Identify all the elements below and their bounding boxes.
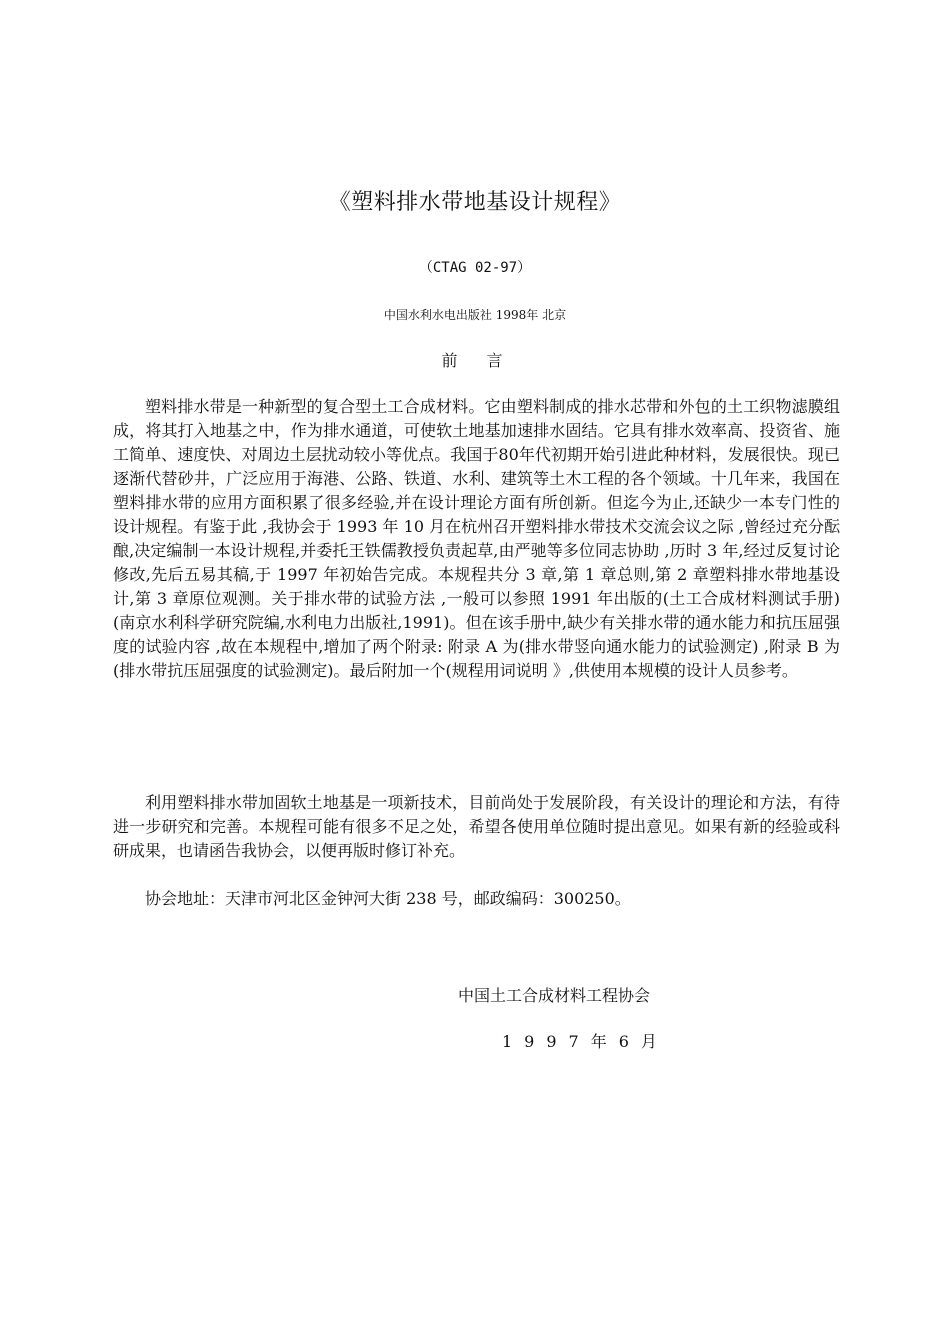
preface-paragraph-1 — [113, 395, 840, 683]
document-title: 《塑料排水带地基设计规程》 — [328, 190, 622, 215]
paragraph-text: 协会地址：天津市河北区金钟河大街 238 号，邮政编码：300250。 — [145, 889, 631, 908]
preface-paragraph-2 — [113, 791, 840, 863]
signature-date: 1997年6月 — [502, 1032, 669, 1051]
association-address — [113, 887, 840, 911]
publisher-line: 中国水利水电出版社 1998年 北京 — [383, 308, 567, 322]
paragraph-text: 塑料排水带是一种新型的复合型土工合成材料。它由塑料制成的排水芯带和外包的土工织物滤膜组成，将其打入地基之中，作为排水通道，可使软土地基加速排水固结。它具有排水效率高、投资省、施工简单、速度快、对周边土层扰动较小等优点。我国于80年代初期开始引进此种材料，发展很快。现已逐渐代替砂井，广泛应用于海港、公路、铁道、水利、建筑等土木工程的各个领域。十几年来，我国在塑料排水带的应用方面积累了很多经验,并在设计理论方面有所创新。但迄今为止,还缺少一本专门性的设计规程。有鉴于此 ,我协会于 1993 年 10 月在杭州召开塑料排水带技术交流会议之际 ,曾经过充分酝酿,决定编制一本设计规程,并委托王铁儒教授负责起草,由严驰等多位同志协助 ,历时 3 年,经过反复讨论修改,先后五易其稿,于 1997 年初始告完成。本规程共分 3 章,第 1 章总则,第 2 章塑料排水带地基设计,第 3 章原位观测。关于排水带的试验方法 ,一般可以参照 1991 年出版的(土工合成材料测试手册)(南京水利科学研究院编,水利电力出版社,1991)。但在该手册中,缺少有关排水带的通水能力和抗压屈强度的试验内容 ,故在本规程中,增加了两个附录: 附录 A 为(排水带竖向通水能力的试验测定) ,附录 B 为(排水带抗压屈强度的试验测定)。最后附加一个(规程用词说明 》,供使用本规模的设计人员参考。 — [113, 397, 840, 680]
paragraph-text: 利用塑料排水带加固软土地基是一项新技术，目前尚处于发展阶段，有关设计的理论和方法，有待进一步研究和完善。本规程可能有很多不足之处，希望各使用单位随时提出意见。如果有新的经验或科研成果，也请函告我协会，以便再版时修订补充。 — [113, 793, 840, 860]
signature-organization: 中国土工合成材料工程协会 — [458, 986, 651, 1005]
preface-heading: 前 言 — [441, 351, 515, 370]
standard-code: （CTAG 02-97） — [418, 260, 532, 276]
